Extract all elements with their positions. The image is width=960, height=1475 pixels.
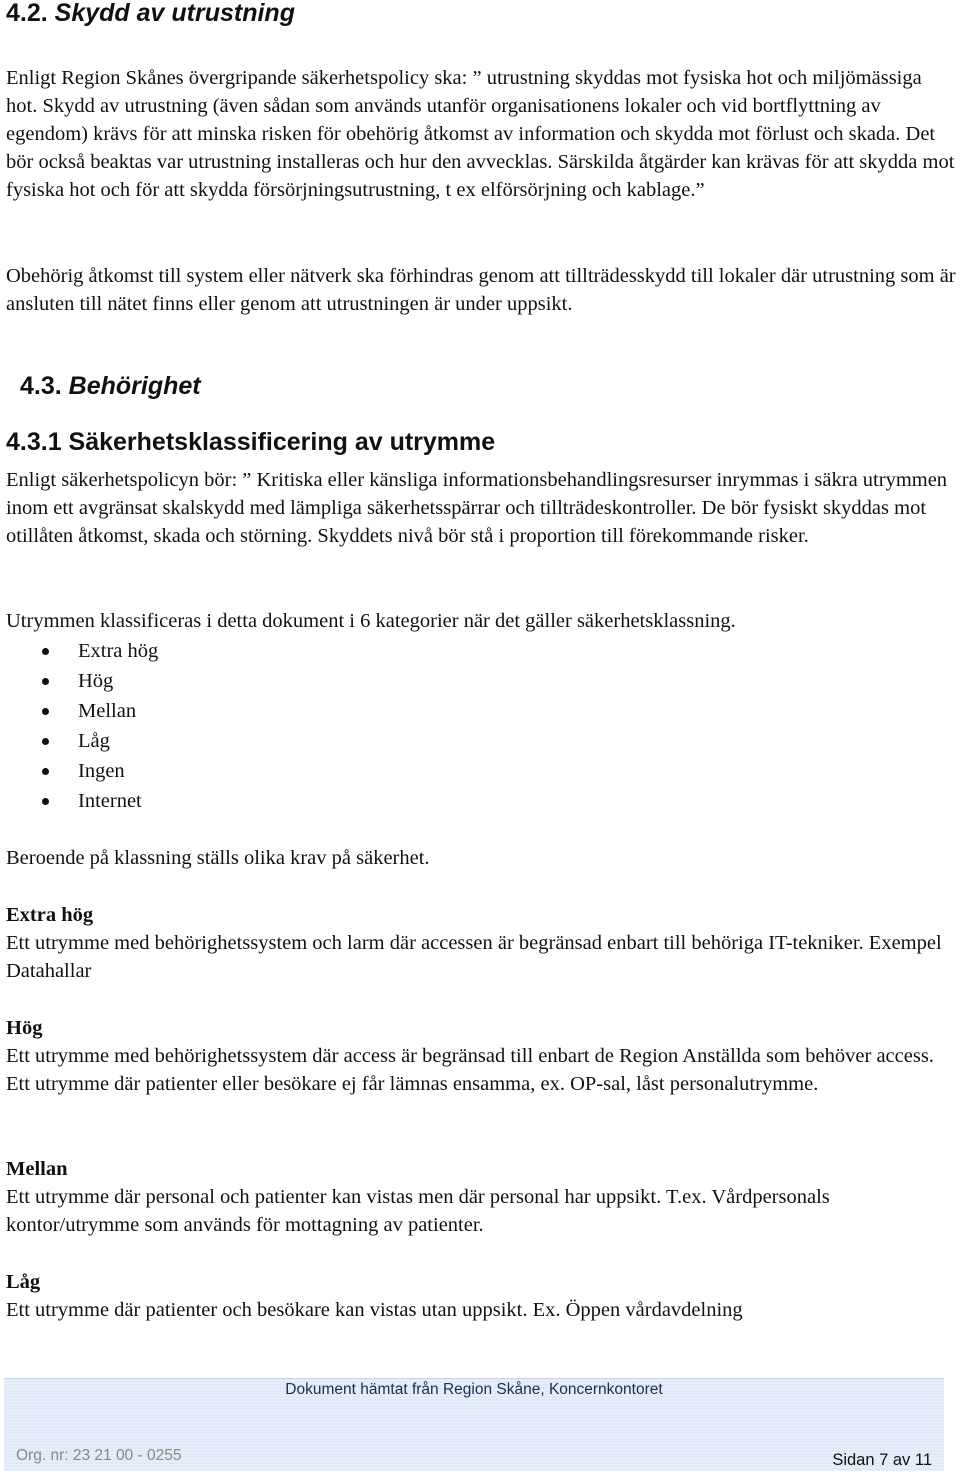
section-number: 4.2.	[6, 0, 48, 27]
level-text-mellan: Ett utrymme där personal och patienter kan vistas men där personal har uppsikt. T.ex. Vårdpersonals kontor/utrymme som används för mottagning av patienter.	[6, 1186, 830, 1236]
level-text-hog: Ett utrymme med behörighetssystem där access är begränsad till enbart de Region Anställda som behöver access. Ett utrymme där patienter eller besökare ej får lämnas ensamma, ex. OP-sal, låst personalutrymme.	[6, 1045, 934, 1095]
list-item: Låg	[6, 726, 158, 756]
security-policy-paragraph: Enligt Region Skånes övergripande säkerhetspolicy ska: ” utrustning skyddas mot fysiska hot och miljömässiga hot. Skydd av utrustning (även sådan som används utanför organisationens lokaler och vid bortflyttning av egendom) krävs för att minska risken för obehörig åtkomst av information och skydda mot förlust och skada. Det bör också beaktas var utrustning installeras och hur den avvecklas. Särskilda åtgärder kan krävas för att skydda mot fysiska hot och för att skydda försörjningsutrustning, t ex elförsörjning och kablage.”	[6, 67, 955, 201]
section-title: Behörighet	[68, 372, 201, 400]
footer-page-number: Sidan 7 av 11	[832, 1451, 932, 1469]
policy-quote-paragraph: Enligt säkerhetspolicyn bör: ” Kritiska eller känsliga informationsbehandlingsresurser inrymmas i säkra utrymmen inom ett avgränsat skalskydd med lämpliga säkerhetsspärrar och tillträdeskontroller. De bör fysiskt skyddas mot otillåten åtkomst, skada och störning. Skyddets nivå bör stå i proportion till förekommande risker.	[6, 469, 948, 547]
list-item: Ingen	[6, 756, 158, 786]
page-footer	[4, 1378, 944, 1471]
list-item: Hög	[6, 666, 158, 696]
section-heading-4-2	[6, 0, 295, 28]
level-title-lag: Låg	[6, 1271, 41, 1293]
section-heading-4-3	[20, 372, 201, 401]
classification-intro: Utrymmen klassificeras i detta dokument i 6 kategorier när det gäller säkerhetsklassning.	[6, 610, 736, 632]
list-item: Extra hög	[6, 636, 158, 666]
footer-org-number: Org. nr: 23 21 00 - 0255	[16, 1447, 182, 1464]
level-text-extra-hog: Ett utrymme med behörighetssystem och larm där accessen är begränsad enbart till behöriga IT-tekniker. Exempel Datahallar	[6, 932, 942, 982]
level-text-lag: Ett utrymme där patienter och besökare kan vistas utan uppsikt. Ex. Öppen vårdavdelning	[6, 1299, 743, 1321]
category-list	[6, 636, 158, 816]
footer-source: Dokument hämtat från Region Skåne, Koncernkontoret	[285, 1381, 663, 1398]
list-item: Internet	[6, 786, 158, 816]
level-title-hog: Hög	[6, 1017, 43, 1039]
list-item: Mellan	[6, 696, 158, 726]
level-title-mellan: Mellan	[6, 1158, 68, 1180]
subsection-heading-4-3-1: 4.3.1 Säkerhetsklassificering av utrymme	[6, 428, 496, 456]
requirements-sentence: Beroende på klassning ställs olika krav på säkerhet.	[6, 847, 430, 869]
level-title-extra-hog: Extra hög	[6, 904, 94, 926]
section-title: Skydd av utrustning	[54, 0, 295, 27]
access-paragraph: Obehörig åtkomst till system eller nätverk ska förhindras genom att tillträdesskydd till lokaler där utrustning som är ansluten till nätet finns eller genom att utrustningen är under uppsikt.	[6, 265, 956, 315]
section-number: 4.3.	[20, 372, 62, 400]
